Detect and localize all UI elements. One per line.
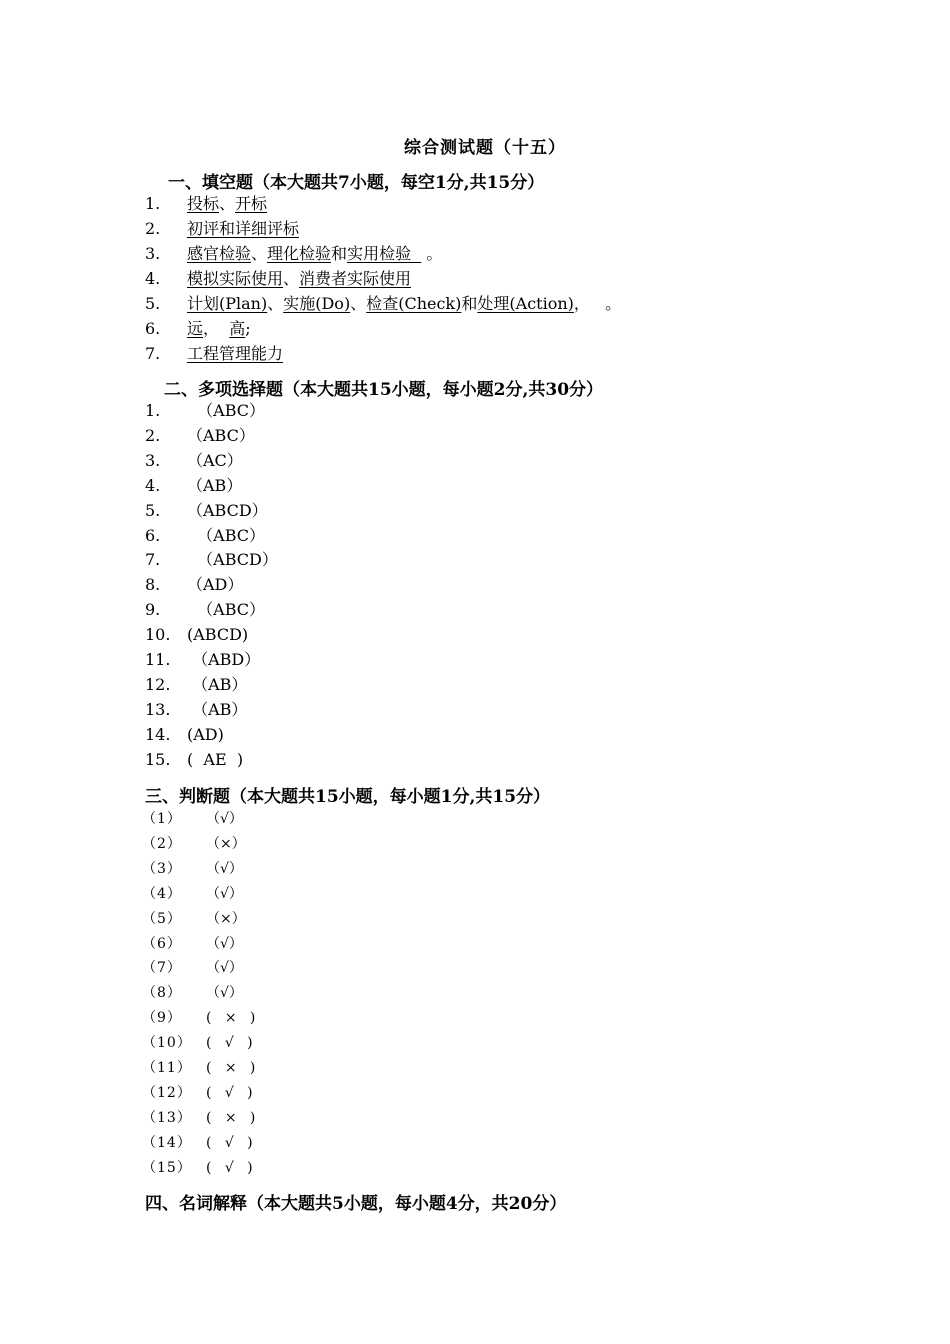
answer-blank: 开标 <box>235 194 268 213</box>
answer-text: 、 <box>251 244 268 263</box>
choice-item <box>145 501 268 521</box>
item-number: （2） <box>142 835 182 852</box>
item-number: 7. <box>145 550 161 570</box>
fill-blank-item <box>145 344 283 364</box>
choice-item <box>145 575 243 595</box>
judgment-item <box>142 933 243 954</box>
choice-item <box>145 625 248 645</box>
item-number: 12. <box>145 674 171 694</box>
answer-text: 、 <box>350 294 367 313</box>
choice-item <box>145 401 265 421</box>
choice-item <box>145 426 255 446</box>
item-number: 11. <box>145 650 171 669</box>
judgment-item <box>142 833 246 854</box>
answer-blank: 处理(Action) <box>477 294 574 313</box>
judgment-answer: （√） <box>206 811 243 827</box>
judgment-answer: ( × ) <box>206 1109 256 1126</box>
judgment-item <box>142 982 243 1003</box>
item-number: 6. <box>145 525 161 545</box>
choice-item <box>145 650 260 670</box>
answer-blank: 检查(Check) <box>366 294 462 313</box>
choice-item <box>145 700 247 720</box>
judgment-item <box>142 1057 255 1078</box>
item-number: （4） <box>142 885 182 902</box>
judgment-answer: （×） <box>206 835 246 852</box>
judgment-item <box>142 883 243 904</box>
item-number: 2. <box>145 219 161 238</box>
section2-heading: 二、多项选择题（本大题共15小题，每小题2分,共30分） <box>164 380 604 400</box>
item-number: 14. <box>145 724 171 744</box>
answer-blank: 初评和详细评标 <box>187 219 300 238</box>
item-number: （6） <box>142 935 182 952</box>
choice-answer: （AB） <box>187 674 248 694</box>
answer-blank: 远 <box>187 319 204 338</box>
choice-answer: （ABCD） <box>187 550 278 570</box>
judgment-answer: ( √ ) <box>206 1035 253 1052</box>
choice-answer: （AB） <box>187 475 243 495</box>
choice-item <box>145 600 265 620</box>
item-number: （9） <box>142 1010 182 1027</box>
answer-text: 。 <box>421 244 443 263</box>
fill-blank-item <box>145 294 621 314</box>
judgment-item <box>142 908 246 929</box>
answer-blank: 模拟实际使用 <box>187 269 284 288</box>
item-number: 7. <box>145 344 161 363</box>
item-number: 5. <box>145 500 161 520</box>
answer-blank: 实用检验 <box>347 244 422 263</box>
item-number: 2. <box>145 425 161 445</box>
section4-heading: 四、名词解释（本大题共5小题，每小题4分，共20分） <box>145 1194 567 1214</box>
choice-answer: （ABC） <box>187 525 266 545</box>
judgment-answer: （√） <box>206 960 243 977</box>
choice-answer: （ABC） <box>187 401 266 420</box>
choice-item <box>145 725 224 745</box>
judgment-item <box>142 1032 253 1053</box>
answer-blank: 工程管理能力 <box>187 344 284 363</box>
item-number: （12） <box>142 1084 192 1101</box>
answer-text: 和 <box>331 244 348 263</box>
item-number: 3. <box>145 244 161 263</box>
judgment-item <box>142 1082 253 1103</box>
choice-item <box>145 476 242 496</box>
item-number: 15. <box>145 749 171 769</box>
answer-blank: 高 <box>229 319 246 338</box>
judgment-answer: （√） <box>206 985 243 1002</box>
answer-text: 、 <box>267 294 284 313</box>
answer-blank: 感官检验 <box>187 244 252 263</box>
answer-blank: 投标 <box>187 194 220 213</box>
answer-text: 、 <box>219 194 236 213</box>
fill-blank-item <box>145 219 299 239</box>
judgment-answer: （√） <box>206 885 243 902</box>
judgment-item <box>142 808 243 829</box>
answer-blank: 消费者实际使用 <box>299 269 412 288</box>
item-number: 13. <box>145 699 171 719</box>
choice-item <box>145 526 265 546</box>
choice-answer: (ABCD) <box>187 625 249 645</box>
fill-blank-item <box>145 244 442 264</box>
page-title: 综合测试题（十五） <box>404 138 566 158</box>
choice-answer: （AD） <box>187 575 244 595</box>
item-number: （10） <box>142 1035 192 1052</box>
answer-text: ; <box>245 319 251 338</box>
answer-blank: 计划(Plan) <box>187 294 268 313</box>
judgment-answer: ( √ ) <box>206 1084 253 1101</box>
judgment-answer: （×） <box>206 910 246 927</box>
item-number: 5. <box>145 294 161 313</box>
choice-answer: （ABC） <box>187 600 266 620</box>
item-number: （11） <box>142 1060 192 1076</box>
choice-answer: ( AE ) <box>187 749 244 769</box>
item-number: 8. <box>145 575 161 595</box>
item-number: 10. <box>145 625 171 645</box>
fill-blank-item <box>145 194 267 214</box>
answer-blank: 实施(Do) <box>283 294 351 313</box>
item-number: 3. <box>145 450 161 470</box>
choice-answer: （ABC） <box>187 425 255 445</box>
section1-heading: 一、填空题（本大题共7小题，每空1分,共15分） <box>168 173 545 193</box>
choice-item <box>145 675 247 695</box>
item-number: （14） <box>142 1134 192 1151</box>
answer-text: ， <box>203 319 230 338</box>
choice-item <box>145 750 243 770</box>
fill-blank-item <box>145 319 251 339</box>
item-number: 1. <box>145 401 161 420</box>
section3-heading: 三、判断题（本大题共15小题，每小题1分,共15分） <box>145 787 551 807</box>
answer-blank: 理化检验 <box>267 244 332 263</box>
item-number: （15） <box>142 1159 192 1176</box>
judgment-answer: （√） <box>206 935 243 952</box>
item-number: （8） <box>142 985 182 1002</box>
judgment-answer: （√） <box>206 860 243 877</box>
choice-answer: （ABD） <box>187 650 261 669</box>
judgment-item <box>142 1007 255 1028</box>
judgment-answer: ( × ) <box>206 1010 256 1027</box>
judgment-item <box>142 1132 253 1153</box>
choice-item <box>145 451 243 471</box>
answer-text: ， 。 <box>573 294 622 313</box>
item-number: （5） <box>142 910 182 927</box>
answer-text: 和 <box>461 294 478 313</box>
fill-blank-item <box>145 269 411 289</box>
item-number: （3） <box>142 860 182 877</box>
item-number: （7） <box>142 960 182 977</box>
item-number: 4. <box>145 269 161 288</box>
judgment-answer: ( √ ) <box>206 1134 253 1151</box>
judgment-item <box>142 858 243 879</box>
choice-answer: （AC） <box>187 450 243 470</box>
judgment-answer: ( √ ) <box>206 1159 253 1176</box>
judgment-item <box>142 1107 255 1128</box>
judgment-item <box>142 1157 253 1178</box>
item-number: （13） <box>142 1109 192 1126</box>
judgment-answer: ( × ) <box>206 1060 256 1076</box>
judgment-item <box>142 957 243 978</box>
choice-answer: （ABCD） <box>187 500 268 520</box>
item-number: （1） <box>142 811 182 827</box>
item-number: 6. <box>145 319 161 338</box>
choice-item <box>145 550 278 570</box>
item-number: 1. <box>145 194 161 213</box>
choice-answer: (AD) <box>187 724 224 744</box>
item-number: 4. <box>145 475 161 495</box>
choice-answer: （AB） <box>187 699 248 719</box>
answer-text: 、 <box>283 269 300 288</box>
item-number: 9. <box>145 600 161 620</box>
